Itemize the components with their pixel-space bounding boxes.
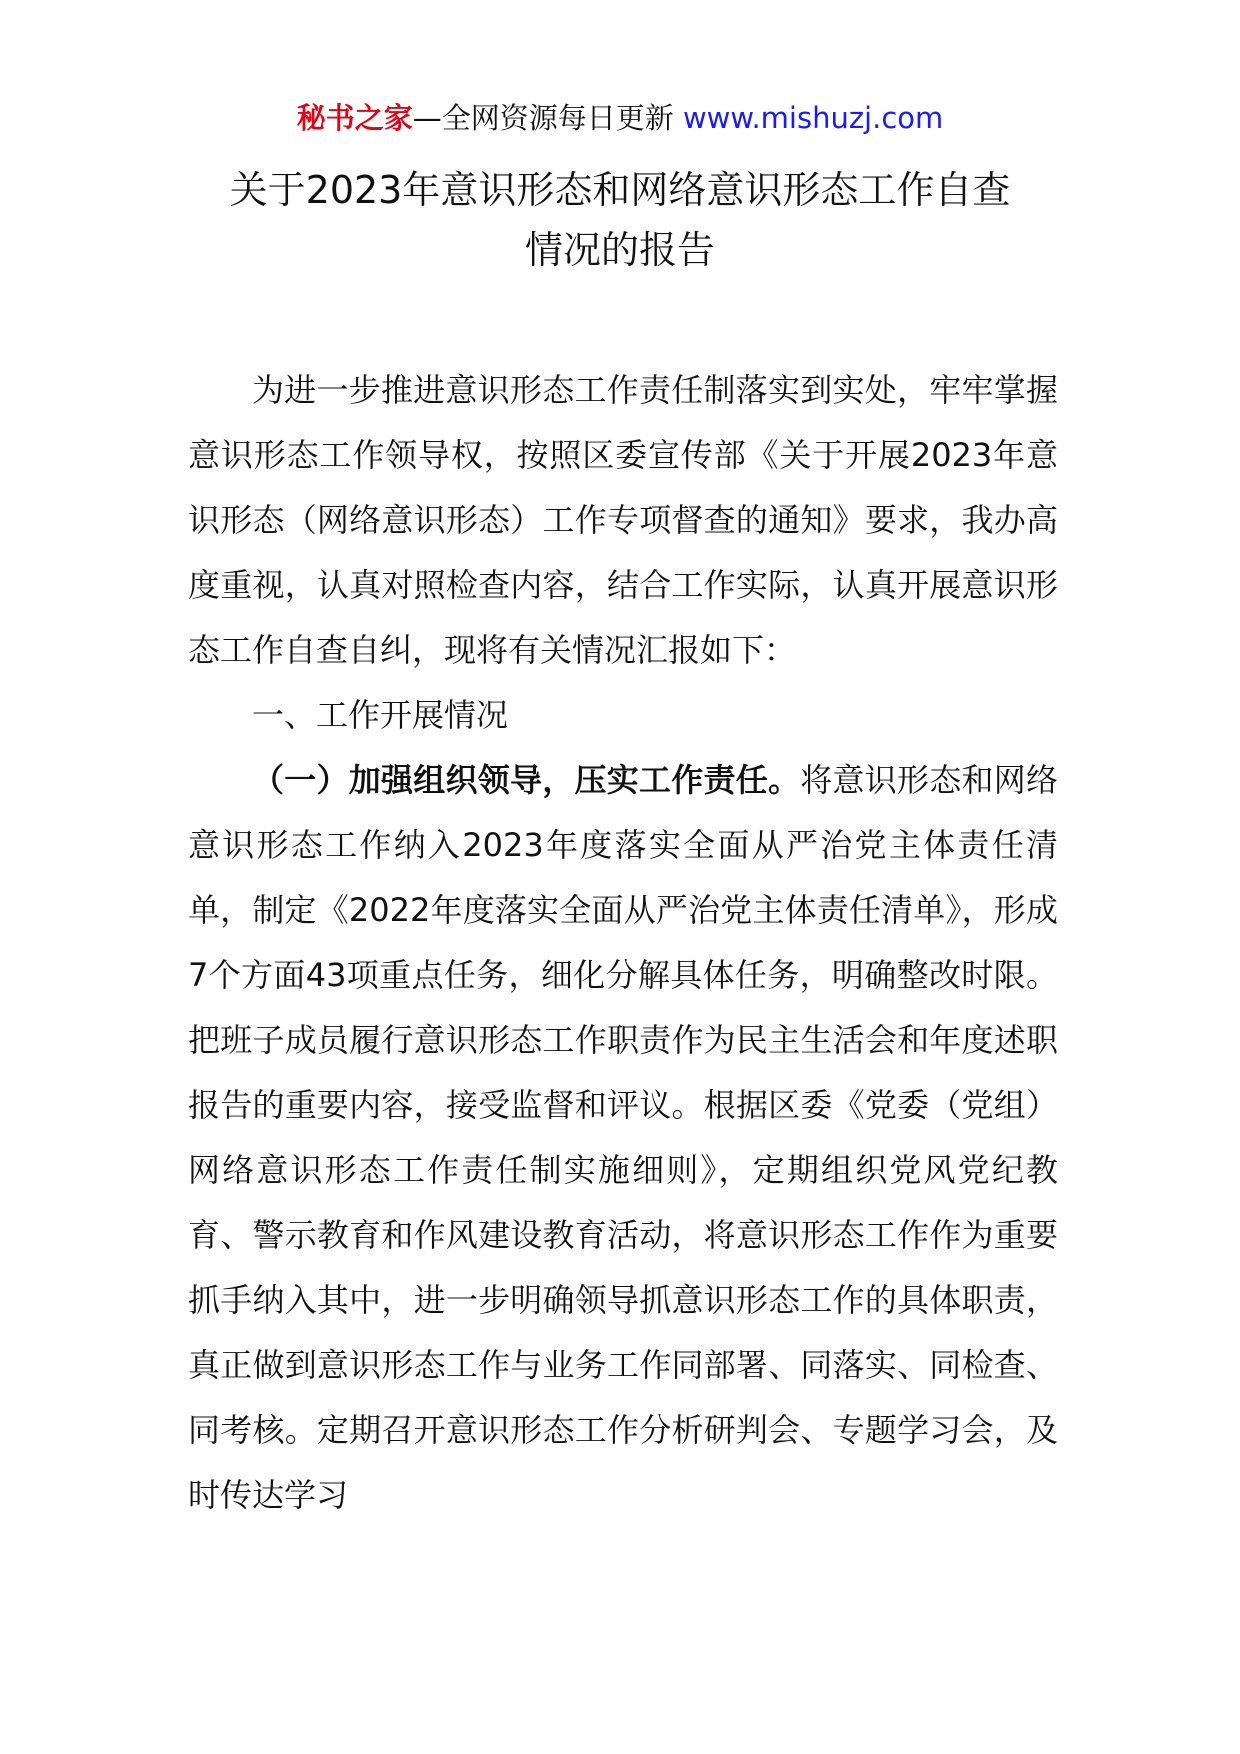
intro-paragraph: 为进一步推进意识形态工作责任制落实到实处，牢牢掌握意识形态工作领导权，按照区委宣传部《关于开展2023年意识形态（网络意识形态）工作专项督查的通知》要求，我办高度重视，认真对照检查内容，结合工作实际，认真开展意识形态工作自查自纠，现将有关情况汇报如下： <box>188 371 1058 669</box>
document-body <box>188 358 1058 1528</box>
watermark-banner <box>0 98 1240 138</box>
watermark-url: www.mishuzj.com <box>682 101 944 135</box>
subsection-body: 将意识形态和网络意识形态工作纳入2023年度落实全面从严治党主体责任清单，制定《2022年度落实全面从严治党主体责任清单》，形成7个方面43项重点任务，细化分解具体任务，明确整改时限。把班子成员履行意识形态工作职责作为民主生活会和年度述职报告的重要内容，接受监督和评议。根据区委《党委（党组）网络意识形态工作责任制实施细则》，定期组织党风党纪教育、警示教育和作风建设教育活动，将意识形态工作作为重要抓手纳入其中，进一步明确领导抓意识形态工作的具体职责，真正做到意识形态工作与业务工作同部署、同落实、同检查、同考核。定期召开意识形态工作分析研判会、专题学习会，及时传达学习 <box>188 761 1058 1514</box>
watermark-slogan: —全网资源每日更新 <box>412 101 683 135</box>
subsection-paragraph <box>188 748 1058 1528</box>
document-title <box>150 160 1090 280</box>
subsection-heading: （一）加强组织领导，压实工作责任。 <box>252 761 801 799</box>
title-line-1: 关于2023年意识形态和网络意识形态工作自查 <box>229 168 1011 212</box>
watermark-brand: 秘书之家 <box>296 101 413 135</box>
title-line-2: 情况的报告 <box>524 228 715 272</box>
section-heading: 一、工作开展情况 <box>252 696 509 734</box>
